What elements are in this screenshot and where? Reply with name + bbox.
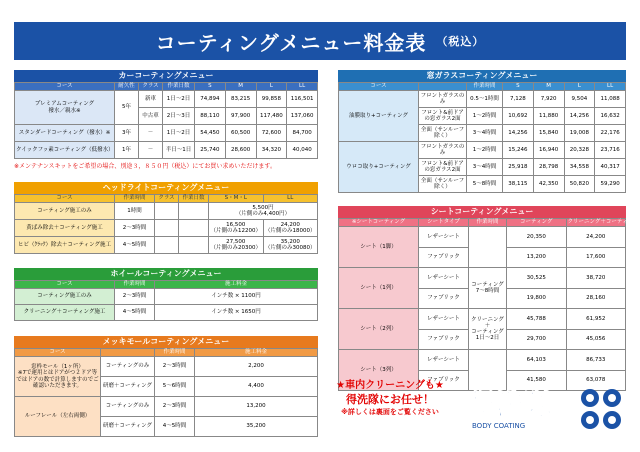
durability-cell: 5年 (115, 91, 139, 125)
win-col-6: LL (595, 83, 626, 91)
car-col-0: コース (15, 83, 115, 91)
moll-col-3: 施工料金 (195, 349, 318, 357)
type-cell: レザーシート (419, 268, 469, 289)
coating-price: 19,800 (507, 288, 567, 309)
price-l: 20,328 (564, 142, 595, 159)
price-m: 7,920 (533, 91, 564, 108)
window-table (338, 82, 626, 193)
table-row (15, 91, 318, 108)
price-cell: 27,500 （片側のみ20300） (209, 237, 264, 254)
headlight-section (14, 182, 318, 254)
price-ll: 137,060 (287, 108, 318, 125)
price-m: 83,215 (225, 91, 256, 108)
durability-cell: 1年 (115, 142, 139, 159)
molding-section (14, 336, 318, 437)
durability-cell: 3年 (115, 125, 139, 142)
moll-col-2: 作業時間 (155, 349, 195, 357)
lamp-col-5: LL (263, 195, 318, 203)
wheel-col-0: コース (15, 281, 115, 289)
promo-text (320, 376, 460, 417)
cleaning-price: 17,600 (566, 247, 626, 268)
price-ll: 16,632 (595, 108, 626, 125)
class-cell (155, 220, 179, 237)
price-ll: 59,290 (595, 176, 626, 193)
price-cell: インチ数 × 1650円 (155, 305, 318, 321)
part-cell: フロントガラスのみ (419, 142, 467, 159)
cleaning-price: 63,078 (566, 370, 626, 391)
cleaning-price: 45,056 (566, 329, 626, 350)
price-ll: 40,040 (287, 142, 318, 159)
time-cell: 1～2時間 (467, 108, 503, 125)
molding-header: メッキモールコーティングメニュー (14, 336, 318, 348)
price-cell: 2,200 (195, 357, 318, 377)
price-ll: 84,700 (287, 125, 318, 142)
seat-col-0: ※シートコーティング (339, 219, 419, 227)
car-col-1: 耐久性 (115, 83, 139, 91)
tax-label: （税込） (436, 35, 485, 48)
time-cell: 4～5時間 (115, 237, 155, 254)
cleaning-price: 38,720 (566, 268, 626, 289)
window-header: 窓ガラスコーティングメニュー (338, 70, 626, 82)
part-cell: フロント&前ドアの窓ガラス2面 (419, 108, 467, 125)
price-l: 34,558 (564, 159, 595, 176)
price-s: 15,246 (503, 142, 534, 159)
class-cell: 新車 (139, 91, 163, 108)
promo-line1: ★車内クリーニングも★ (336, 380, 444, 391)
car-col-3: 作業日数 (163, 83, 195, 91)
price-s: 7,128 (503, 91, 534, 108)
days-cell (179, 220, 209, 237)
car-col-2: クラス (139, 83, 163, 91)
coating-price: 20,350 (507, 227, 567, 248)
time-cell: 4～5時間 (155, 417, 195, 437)
part-cell: フロント&前ドアの窓ガラス2面 (419, 159, 467, 176)
time-cell: 1～2時間 (467, 142, 503, 159)
time-cell: 1時間 (115, 203, 155, 220)
course-cell: ルーフレール（左右両側） (15, 397, 101, 437)
win-col-2: 作業時間 (467, 83, 503, 91)
course-cell: シート（1脚） (339, 227, 419, 268)
course-cell: シート（1列） (339, 268, 419, 309)
price-s: 38,115 (503, 176, 534, 193)
table-row (339, 227, 626, 248)
price-l: 99,858 (256, 91, 287, 108)
type-cell: レザーシート (419, 350, 469, 371)
price-ll-cell: 35,200 （片側のみ30080） (263, 237, 318, 254)
title-text: コーティングメニュー料金表 (155, 30, 427, 55)
svg-text:得洗隊: 得洗隊 (468, 388, 553, 421)
course-cell: ウロコ取り+コーティング (339, 142, 419, 193)
class-cell: － (139, 125, 163, 142)
course-cell: 窓枠モール（1ヶ所） ※7で運用とはドアがつ２ドア等ではドアの数で計算しますのでご確認いただきます。 (15, 357, 101, 397)
seat-section (338, 206, 639, 391)
price-cell: 4,400 (195, 377, 318, 397)
course-cell: シート（2列） (339, 309, 419, 350)
molding-table (14, 348, 318, 437)
headlight-table (14, 194, 318, 254)
course-cell: 黄ばみ除去＋コーティング施工 (15, 220, 115, 237)
svg-text:BODY COATING: BODY COATING (472, 422, 526, 430)
win-col-4: M (533, 83, 564, 91)
table-row (339, 91, 626, 108)
price-cell: 16,500 （片側のみ12200） (209, 220, 264, 237)
coating-price: 64,103 (507, 350, 567, 371)
price-m: 28,798 (533, 159, 564, 176)
time-cell: 4～5時間 (115, 305, 155, 321)
course-cell: スタンダードコーティング（撥水）※ (15, 125, 115, 142)
class-cell (155, 237, 179, 254)
price-l: 9,504 (564, 91, 595, 108)
part-cell: 全面（サンルーフ除く） (419, 176, 467, 193)
table-row (15, 237, 318, 254)
days-cell (179, 237, 209, 254)
car-coating-table (14, 82, 318, 159)
cleaning-price: 24,200 (566, 227, 626, 248)
price-s: 54,450 (195, 125, 226, 142)
coating-price: 13,200 (507, 247, 567, 268)
cleaning-price: 61,952 (566, 309, 626, 330)
lamp-col-1: 作業時間 (115, 195, 155, 203)
price-ll: 23,716 (595, 142, 626, 159)
seat-header: シートコーティングメニュー (338, 206, 626, 218)
class-cell: 中古車 (139, 108, 163, 125)
page-title (14, 22, 626, 60)
price-ll: 116,501 (287, 91, 318, 108)
car-col-5: M (225, 83, 256, 91)
days-cell: 1日～2日 (163, 91, 195, 108)
type-cell: ファブリック (419, 247, 469, 268)
table-row (15, 289, 318, 305)
course-cell: ヒビ（ｸﾗｯｸ）除去＋コーティング施工 (15, 237, 115, 254)
days-cell (179, 203, 209, 220)
wheel-section (14, 268, 318, 321)
promo-line3: ※詳しくは裏面をご覧ください (341, 408, 439, 416)
car-col-6: L (256, 83, 287, 91)
car-coating-header: カーコーティングメニュー (14, 70, 318, 82)
days-cell: 2日～3日 (163, 108, 195, 125)
price-m: 15,840 (533, 125, 564, 142)
course-cell: クリーニング＋コーティング施工 (15, 305, 115, 321)
car-col-4: S (195, 83, 226, 91)
table-row (339, 142, 626, 159)
price-s: 25,918 (503, 159, 534, 176)
price-l: 72,600 (256, 125, 287, 142)
seat-col-4: クリーニング＋コーティング (567, 219, 639, 226)
promo-line2: 得洗隊にお任せ！ (346, 393, 434, 406)
lamp-col-3: 作業日数 (179, 195, 209, 203)
lamp-col-4: S・M・L (209, 195, 264, 203)
price-m: 11,880 (533, 108, 564, 125)
table-row (339, 309, 626, 330)
car-coating-section (14, 70, 318, 170)
class-cell (155, 203, 179, 220)
headlight-header: ヘッドライトコーティングメニュー (14, 182, 318, 194)
coating-price: 30,525 (507, 268, 567, 289)
time-cell: クリーニング ＋ コーティング 1日～2日 (469, 309, 507, 350)
time-cell: 2～3時間 (115, 289, 155, 305)
price-cell: 35,200 (195, 417, 318, 437)
maintenance-note: ※メンテナンスキットをご希望の場合、別途３，８５０円（税込）にてお買い求めいただけます。 (14, 163, 276, 170)
time-cell (469, 227, 507, 268)
type-cell: ファブリック (419, 288, 469, 309)
price-m: 16,940 (533, 142, 564, 159)
time-cell: 3～4時間 (467, 125, 503, 142)
type-cell: ファブリック (419, 370, 469, 391)
seat-col-1: シートタイプ (419, 219, 469, 227)
days-cell: 半日～1日 (163, 142, 195, 159)
price-l: 34,320 (256, 142, 287, 159)
win-col-1 (419, 83, 467, 91)
coating-price: 41,580 (507, 370, 567, 391)
price-m: 97,900 (225, 108, 256, 125)
price-s: 25,740 (195, 142, 226, 159)
price-ll-cell: 24,200 （片側のみ18000） (263, 220, 318, 237)
time-cell: コーティング 7～8時間 (469, 268, 507, 309)
wheel-header: ホイールコーティングメニュー (14, 268, 318, 280)
time-cell: 2～3時間 (155, 357, 195, 377)
cleaning-price: 28,160 (566, 288, 626, 309)
time-cell: 5～6時間 (155, 377, 195, 397)
table-row (339, 268, 626, 289)
table-row (15, 125, 318, 142)
days-cell: 1日～2日 (163, 125, 195, 142)
course-cell: コーティング施工のみ (15, 289, 115, 305)
price-l: 19,008 (564, 125, 595, 142)
course-cell: コーティング施工のみ (15, 203, 115, 220)
class-cell: － (139, 142, 163, 159)
work-cell: コーティングのみ (101, 357, 155, 377)
win-col-0: コース (339, 83, 419, 91)
price-l: 14,256 (564, 108, 595, 125)
price-s: 10,692 (503, 108, 534, 125)
table-row (15, 142, 318, 159)
course-cell: シート（3列） (339, 350, 419, 391)
type-cell: ファブリック (419, 329, 469, 350)
time-cell: 0.5～1時間 (467, 91, 503, 108)
coating-price: 29,700 (507, 329, 567, 350)
logo-graphic (468, 384, 628, 432)
table-row (339, 350, 626, 371)
window-section (338, 70, 626, 193)
time-cell: 2～3時間 (115, 220, 155, 237)
table-row (15, 220, 318, 237)
course-cell: プレミアムコーティング 撥水／親水※ (15, 91, 115, 125)
win-col-5: L (564, 83, 595, 91)
wheel-col-1: 作業時間 (115, 281, 155, 289)
course-cell: 油膜取り+コーティング (339, 91, 419, 142)
table-row (15, 203, 318, 220)
price-s: 74,894 (195, 91, 226, 108)
moll-col-0: コース (15, 349, 101, 357)
wheel-col-2: 施工料金 (155, 281, 318, 289)
table-row (15, 397, 318, 417)
car-col-7: LL (287, 83, 318, 91)
table-row (15, 357, 318, 377)
type-cell: レザーシート (419, 309, 469, 330)
price-ll: 11,088 (595, 91, 626, 108)
moll-col-1 (101, 349, 155, 357)
price-m: 28,600 (225, 142, 256, 159)
price-cell: 5,500円 （片側のみ4,400円） (209, 203, 318, 220)
time-cell: 5～8時間 (467, 176, 503, 193)
price-ll: 22,176 (595, 125, 626, 142)
wheel-table (14, 280, 318, 321)
seat-table (338, 218, 639, 391)
win-col-3: S (503, 83, 534, 91)
price-s: 88,110 (195, 108, 226, 125)
price-l: 50,820 (564, 176, 595, 193)
seat-col-3: コーティング (507, 219, 567, 227)
lamp-col-0: コース (15, 195, 115, 203)
price-ll: 40,317 (595, 159, 626, 176)
part-cell: フロントガラスのみ (419, 91, 467, 108)
work-cell: コーティングのみ (101, 397, 155, 417)
time-cell: 2～3時間 (155, 397, 195, 417)
type-cell: レザーシート (419, 227, 469, 248)
table-row (15, 305, 318, 321)
cleaning-price: 86,733 (566, 350, 626, 371)
course-cell: クイックフッ素コーティング（低撥水） (15, 142, 115, 159)
part-cell: 全面（サンルーフ除く） (419, 125, 467, 142)
time-cell: 3～4時間 (467, 159, 503, 176)
price-l: 117,480 (256, 108, 287, 125)
price-cell: インチ数 × 1100円 (155, 289, 318, 305)
lamp-col-2: クラス (155, 195, 179, 203)
brand-logo (468, 384, 628, 432)
price-m: 60,500 (225, 125, 256, 142)
price-s: 14,256 (503, 125, 534, 142)
coating-price: 45,788 (507, 309, 567, 330)
price-m: 42,350 (533, 176, 564, 193)
work-cell: 研磨＋コーティング (101, 417, 155, 437)
seat-col-2: 作業時間 (469, 219, 507, 227)
work-cell: 研磨＋コーティング (101, 377, 155, 397)
price-cell: 13,200 (195, 397, 318, 417)
